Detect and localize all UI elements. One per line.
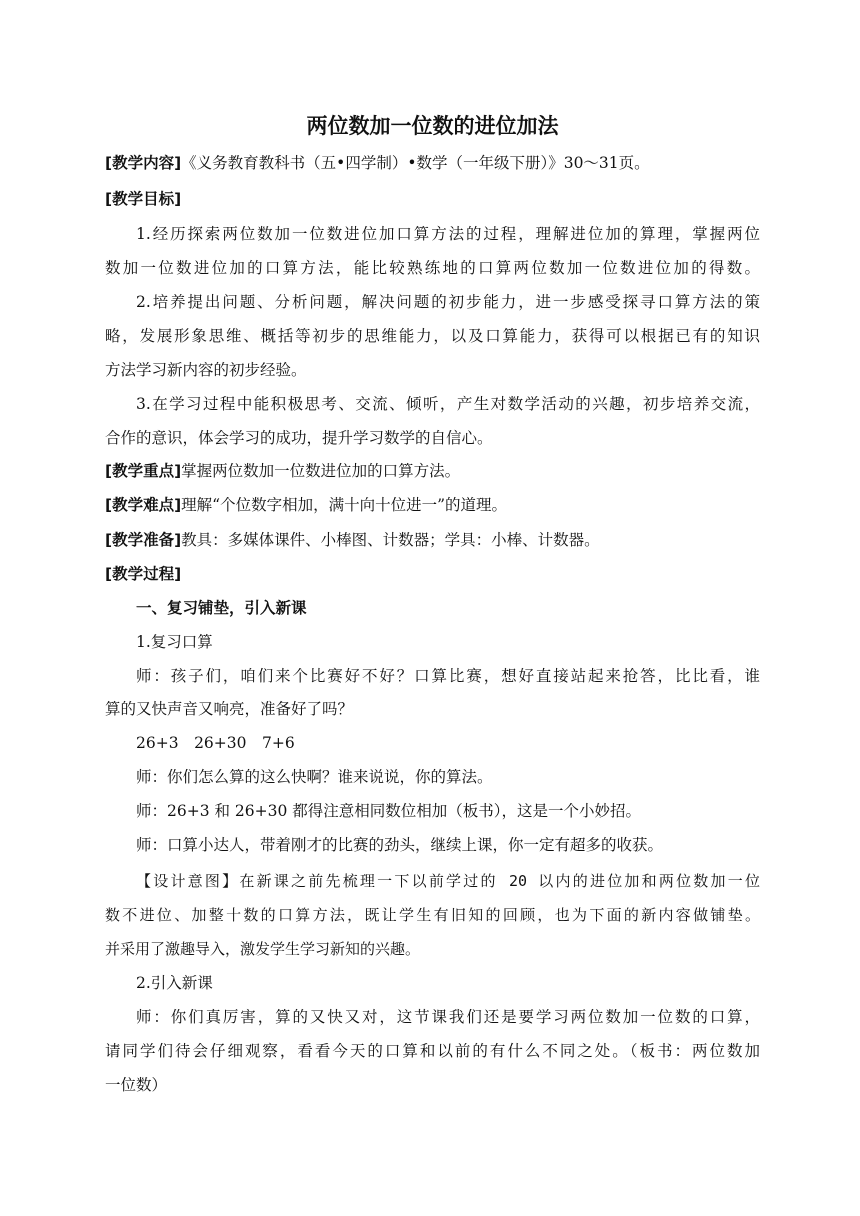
goal-2-line-3: 方法学习新内容的初步经验。 <box>105 361 307 379</box>
paragraph-1-line-1: 师：孩子们，咱们来个比赛好不好？口算比赛，想好直接站起来抢答，比比看，谁 <box>136 667 760 685</box>
goal-1-line-2: 数加一位数进位加的口算方法，能比较熟练地的口算两位数加一位数进位加的得数。 <box>105 259 760 277</box>
teaching-difficulty <box>105 495 507 515</box>
teaching-content-label: [教学内容] <box>105 154 182 172</box>
paragraph-2: 师：你们怎么算的这么快啊？谁来说说，你的算法。 <box>136 768 493 786</box>
teaching-goals-label: [教学目标] <box>105 190 182 208</box>
paragraph-5-line-3: 一位数） <box>105 1076 168 1094</box>
goal-3-line-1: 3.在学习过程中能积极思考、交流、倾听，产生对数学活动的兴趣，初步培养交流， <box>136 395 760 413</box>
exercise-list: 26+3 26+30 7+6 <box>136 734 295 752</box>
teaching-content <box>105 153 650 173</box>
paragraph-4: 师：口算小达人，带着刚才的比赛的劲头，继续上课，你一定有超多的收获。 <box>136 836 664 854</box>
goal-2-line-2: 略，发展形象思维、概括等初步的思维能力，以及口算能力，获得可以根据已有的知识 <box>105 327 760 345</box>
paragraph-1-line-2: 算的又快声音又响亮，准备好了吗？ <box>105 700 354 718</box>
paragraph-5-line-2: 请同学们待会仔细观察，看看今天的口算和以前的有什么不同之处。（板书：两位数加 <box>105 1042 760 1060</box>
key-point-label: [教学重点] <box>105 462 182 480</box>
difficulty-label: [教学难点] <box>105 496 182 514</box>
design-intent-line-3: 并采用了激趣导入，激发学生学习新知的兴趣。 <box>105 940 421 958</box>
teaching-content-text: 《义务教育教科书（五•四学制）•数学（一年级下册）》30～31页。 <box>181 154 650 172</box>
paragraph-3: 师：26+3 和 26+30 都得注意相同数位相加（板书），这是一个小妙招。 <box>136 802 642 820</box>
teaching-preparation <box>105 530 600 550</box>
teaching-key-point <box>105 461 460 481</box>
preparation-text: 教具：多媒体课件、小棒图、计数器；学具：小棒、计数器。 <box>181 531 600 549</box>
design-intent-line-1: 【设计意图】在新课之前先梳理一下以前学过的 20 以内的进位加和两位数加一位 <box>136 872 760 890</box>
section-1-2-heading: 2.引入新课 <box>136 974 213 992</box>
paragraph-5-line-1: 师：你们真厉害，算的又快又对，这节课我们还是要学习两位数加一位数的口算， <box>136 1008 760 1026</box>
key-point-text: 掌握两位数加一位数进位加的口算方法。 <box>181 462 461 480</box>
section-1-1-heading: 1.复习口算 <box>136 633 213 651</box>
goal-2-line-1: 2.培养提出问题、分析问题，解决问题的初步能力，进一步感受探寻口算方法的策 <box>136 293 760 311</box>
section-1-heading: 一、复习铺垫，引入新课 <box>136 599 307 617</box>
goal-3-line-2: 合作的意识，体会学习的成功，提升学习数学的自信心。 <box>105 429 493 447</box>
difficulty-text: 理解“个位数字相加，满十向十位进一”的道理。 <box>181 496 508 514</box>
preparation-label: [教学准备] <box>105 531 182 549</box>
goal-1-line-1: 1.经历探索两位数加一位数进位加口算方法的过程，理解进位加的算理，掌握两位 <box>136 225 760 243</box>
design-intent-line-2: 数不进位、加整十数的口算方法，既让学生有旧知的回顾，也为下面的新内容做铺垫。 <box>105 906 760 924</box>
document-title: 两位数加一位数的进位加法 <box>306 114 559 138</box>
teaching-process-label: [教学过程] <box>105 565 182 583</box>
